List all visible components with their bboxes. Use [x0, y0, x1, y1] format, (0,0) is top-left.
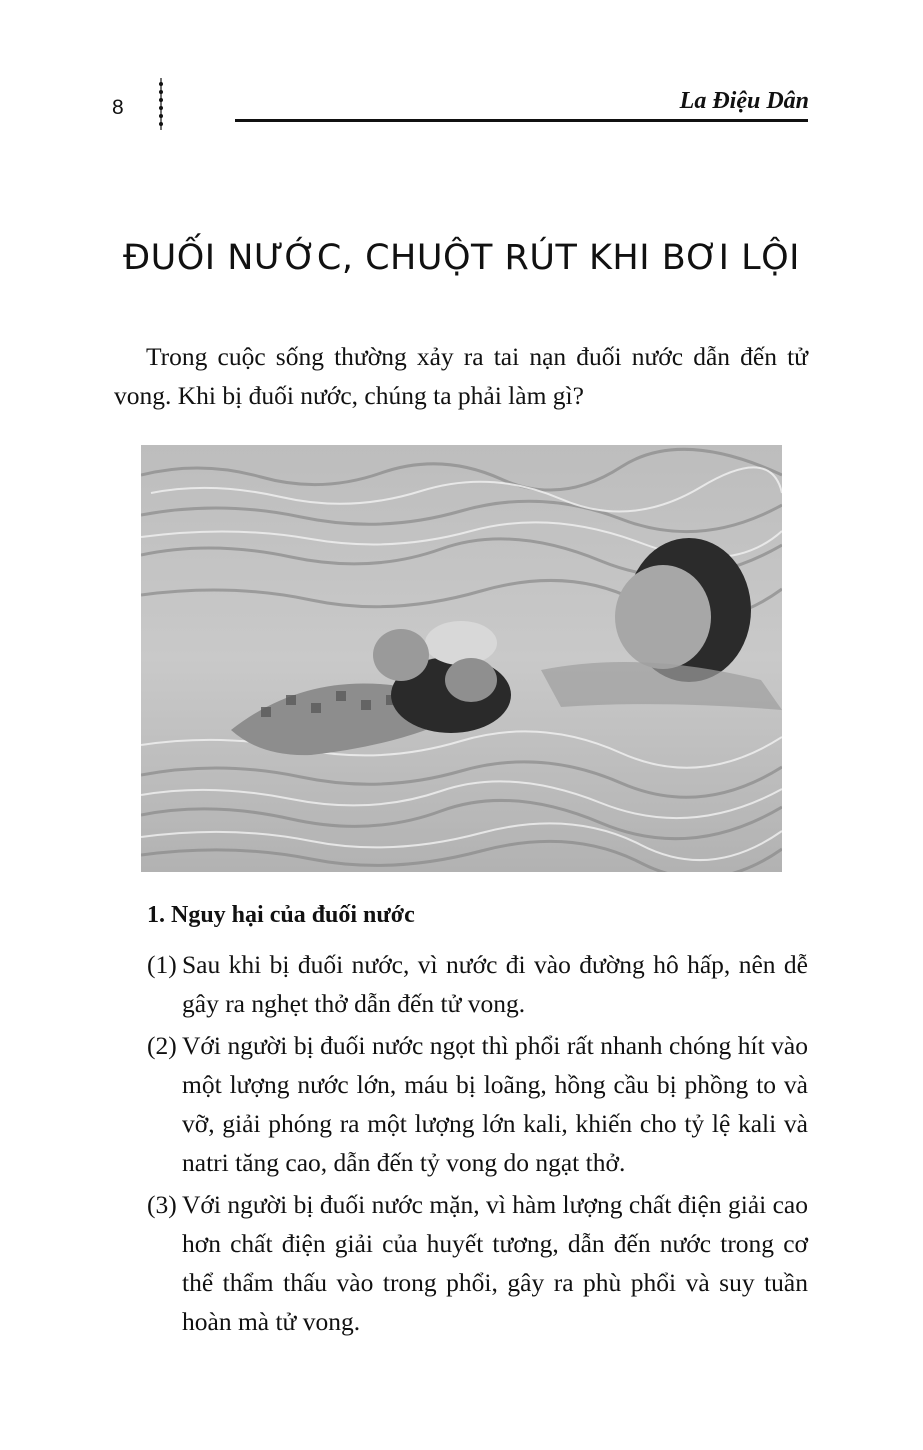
section-heading: 1. Nguy hại của đuối nước — [147, 902, 415, 928]
list-item-number: (3) — [147, 1190, 177, 1219]
list-item-text: Với người bị đuối nước ngọt thì phổi rất nhanh chóng hít vào một lượng nước lớn, máu bị loãng, hồng cầu bị phồng to và vỡ, giải phóng ra một lượng lớn kali, khiến cho tỷ lệ kali và natri tăng cao, dẫn đến tỷ vong do ngạt thở. — [182, 1031, 808, 1177]
page-number: 8 — [112, 96, 124, 119]
water-rescue-photo — [141, 445, 782, 872]
header-ornament — [156, 78, 166, 130]
header-divider — [235, 119, 808, 122]
list-item — [147, 1185, 808, 1341]
list-item-number: (1) — [147, 950, 177, 979]
list-item — [147, 1026, 808, 1182]
list-item-text: Sau khi bị đuối nước, vì nước đi vào đường hô hấp, nên dễ gây ra nghẹt thở dẫn đến tử vong. — [182, 950, 808, 1018]
list-item-number: (2) — [147, 1031, 177, 1060]
chapter-title: ĐUỐI NƯỚC, CHUỘT RÚT KHI BƠI LỘI — [123, 238, 800, 278]
intro-paragraph: Trong cuộc sống thường xảy ra tai nạn đuối nước dẫn đến tử vong. Khi bị đuối nước, chúng ta phải làm gì? — [114, 342, 808, 410]
list-item-text: Với người bị đuối nước mặn, vì hàm lượng chất điện giải cao hơn chất điện giải của huyết tương, dẫn đến nước trong cơ thể thẩm thấu vào trong phổi, gây ra phù phổi và suy tuần hoàn mà tử vong. — [182, 1190, 808, 1336]
running-header-author: La Điệu Dân — [679, 88, 809, 114]
list-item — [147, 945, 808, 1023]
